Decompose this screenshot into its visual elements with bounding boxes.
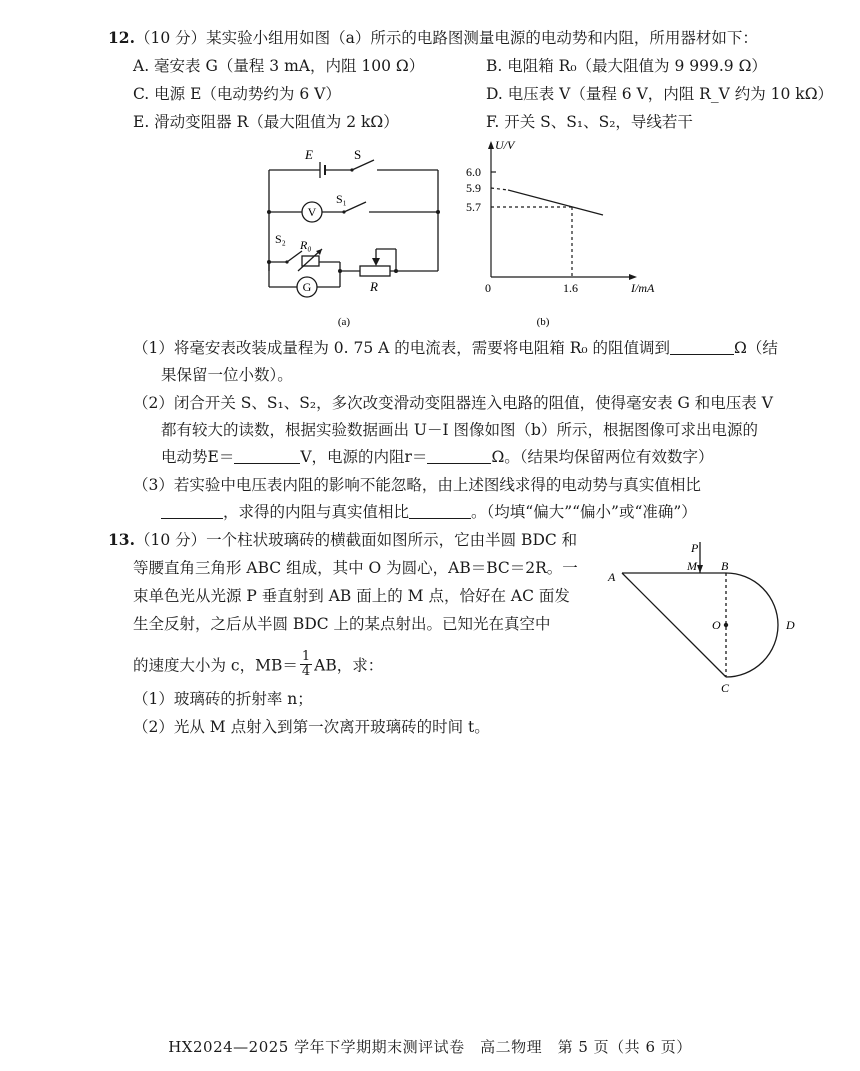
q13-line1 <box>108 529 577 551</box>
galvanometer-label: G <box>302 280 312 294</box>
q12-stem-line <box>108 27 758 49</box>
y-tick-label-5.9: 5.9 <box>466 181 481 195</box>
arc-bdc <box>726 573 778 677</box>
graph-data-line <box>508 190 603 215</box>
q12-part2-emf-label: 电动势E＝ <box>161 448 235 466</box>
q13-line5 <box>133 649 384 681</box>
label-d: D <box>786 618 795 632</box>
q12-option-d: D. 电压表 V（量程 6 V，内阻 R_V 约为 10 kΩ） <box>486 85 834 103</box>
label-c: C <box>721 681 730 695</box>
circuit-label-r0: R₀ <box>300 238 312 252</box>
q13-line5-start: 的速度大小为 c，MB＝ <box>133 656 298 675</box>
q13-number: 13. <box>108 530 135 549</box>
switch-s2-blade <box>287 251 302 262</box>
q12-part2-tail: Ω。（结果均保留两位有效数字） <box>491 448 714 466</box>
label-p: P <box>691 541 699 555</box>
answer-blank-r-compare[interactable] <box>409 502 471 519</box>
label-m: M <box>687 559 697 573</box>
q12-option-a: A. 毫安表 G（量程 3 mA，内阻 100 Ω） <box>133 57 425 75</box>
q13-sub1: （1）玻璃砖的折射率 n； <box>133 690 313 708</box>
answer-blank-r0[interactable] <box>670 338 734 355</box>
x-axis-label: I/mA <box>631 281 655 295</box>
q12-part1-unit: Ω（结 <box>734 339 778 357</box>
y-axis-label: U/V <box>495 138 515 152</box>
figure-a-caption: (a) <box>337 316 351 328</box>
fraction-numerator: 1 <box>301 649 311 664</box>
circuit-label-s: S <box>354 147 362 162</box>
q13-line2: 等腰直角三角形 ABC 组成，其中 O 为圆心，AB＝BC＝2R。一 <box>133 559 578 577</box>
q13-line4: 生全反射，之后从半圆 BDC 上的某点射出。已知光在真空中 <box>133 615 551 633</box>
circuit-label-s1: S₁ <box>336 192 347 206</box>
q12-part2-line3 <box>161 446 714 468</box>
figure-b-caption: (b) <box>536 316 550 328</box>
q13-line5-end: AB，求： <box>314 656 384 675</box>
ui-graph <box>455 135 675 330</box>
fraction-denominator: 4 <box>301 664 311 679</box>
circuit-label-s2: S₂ <box>275 232 286 246</box>
answer-blank-r[interactable] <box>427 447 491 464</box>
q12-part2-r-label: V，电源的内阻r＝ <box>300 448 428 466</box>
q12-stem: （10 分）某实验小组用如图（a）所示的电路图测量电源的电动势和内阻，所用器材如下： <box>134 29 758 47</box>
q12-option-c: C. 电源 E（电动势约为 6 V） <box>133 85 341 103</box>
circuit-diagram <box>262 145 447 330</box>
q13-line1-text: （10 分）一个柱状玻璃砖的横截面如图所示，它由半圆 BDC 和 <box>134 531 578 549</box>
q12-option-f: F. 开关 S、S₁、S₂，导线若干 <box>486 113 693 131</box>
x-tick-label-1.6: 1.6 <box>563 281 578 295</box>
q12-part3-middle: ，求得的内阻与真实值相比 <box>223 503 410 521</box>
q12-number: 12. <box>108 28 135 47</box>
origin-label: 0 <box>485 281 491 295</box>
voltmeter-label: V <box>307 205 317 219</box>
circuit-label-e: E <box>305 147 313 162</box>
circuit-label-r: R <box>370 279 378 294</box>
q12-option-e: E. 滑动变阻器 R（最大阻值为 2 kΩ） <box>133 113 399 131</box>
label-o: O <box>712 618 721 632</box>
q12-part1-line2: 果保留一位小数）。 <box>161 366 293 384</box>
graph-extrapolation <box>491 188 508 190</box>
center-o-dot <box>724 623 728 627</box>
rheostat-body <box>360 266 390 276</box>
q12-part1-line1 <box>133 337 778 359</box>
switch-s1-blade <box>344 202 366 212</box>
glass-brick-figure <box>600 530 815 705</box>
q13-line3: 束单色光从光源 P 垂直射到 AB 面上的 M 点，恰好在 AC 面发 <box>133 587 570 605</box>
page-footer: HX2024—2025 学年下学期期末测评试卷 高二物理 第 5 页（共 6 页） <box>168 1038 692 1056</box>
answer-blank-emf-compare[interactable] <box>161 502 223 519</box>
q12-part2-line2: 都有较大的读数，根据实验数据画出 U－I 图像如图（b）所示，根据图像可求出电源的 <box>161 421 758 439</box>
q12-part1-text: （1）将毫安表改装成量程为 0. 75 A 的电流表，需要将电阻箱 R₀ 的阻值调到 <box>133 339 671 357</box>
q12-option-b: B. 电阻箱 R₀（最大阻值为 9 999.9 Ω） <box>486 57 767 75</box>
q12-part2-line1: （2）闭合开关 S、S₁、S₂，多次改变滑动变阻器连入电路的阻值，使得毫安表 G 和电压表 V <box>133 394 773 412</box>
answer-blank-emf[interactable] <box>234 447 300 464</box>
label-b: B <box>721 559 729 573</box>
label-a: A <box>608 570 616 584</box>
q12-part3-line1: （3）若实验中电压表内阻的影响不能忽略，由上述图线求得的电动势与真实值相比 <box>133 476 701 494</box>
y-tick-label-6.0: 6.0 <box>466 165 481 179</box>
fraction <box>300 650 312 679</box>
q12-part3-line2 <box>161 501 697 523</box>
edge-ac <box>622 573 726 677</box>
q13-sub2: （2）光从 M 点射入到第一次离开玻璃砖的时间 t。 <box>133 718 490 736</box>
q12-part3-tail: 。（均填“偏大”“偏小”或“准确”） <box>471 503 697 521</box>
y-tick-label-5.7: 5.7 <box>466 200 481 214</box>
